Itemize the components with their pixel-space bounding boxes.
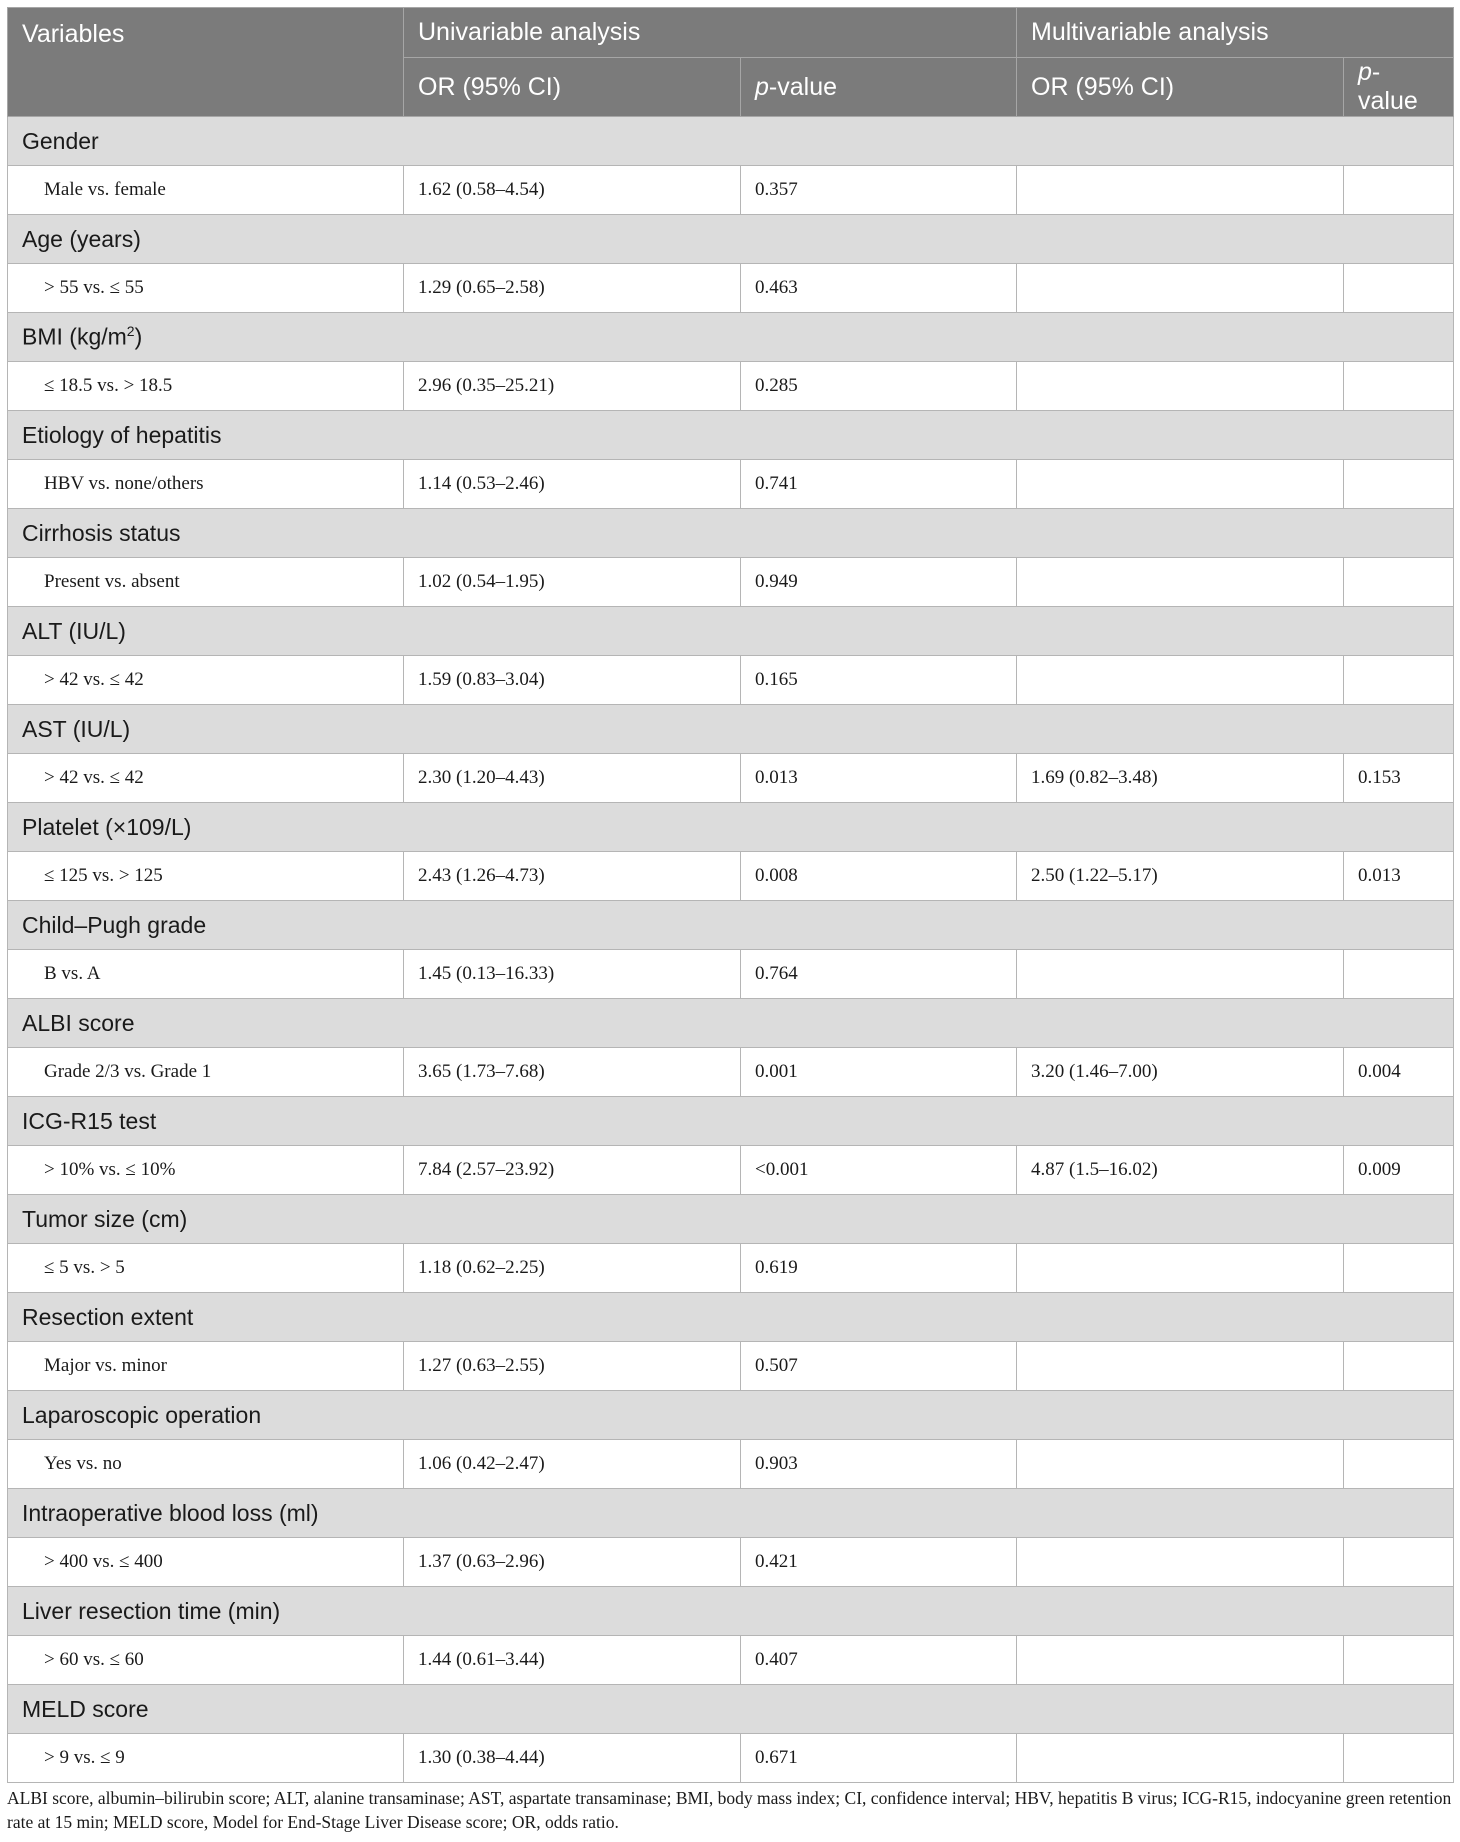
multi-or-cell xyxy=(1017,166,1344,215)
category-title-text: Laparoscopic operation xyxy=(22,1401,262,1428)
category-row xyxy=(8,1391,1454,1440)
uni-p-cell: 0.357 xyxy=(741,166,1017,215)
uni-p-cell: 0.741 xyxy=(741,460,1017,509)
comparison-cell: > 55 vs. ≤ 55 xyxy=(8,264,404,313)
comparison-cell: > 42 vs. ≤ 42 xyxy=(8,754,404,803)
uni-or-cell: 1.62 (0.58–4.54) xyxy=(404,166,741,215)
multi-p-cell xyxy=(1344,950,1454,999)
category-title xyxy=(8,1489,1454,1538)
multi-or-cell xyxy=(1017,558,1344,607)
header-multi-p xyxy=(1344,58,1454,117)
category-title xyxy=(8,215,1454,264)
uni-or-cell: 1.37 (0.63–2.96) xyxy=(404,1538,741,1587)
category-row xyxy=(8,1587,1454,1636)
uni-p-cell: 0.001 xyxy=(741,1048,1017,1097)
multi-p-cell xyxy=(1344,264,1454,313)
category-title-text: ICG-R15 test xyxy=(22,1107,157,1134)
category-title-text: Platelet (×109/L) xyxy=(22,813,192,840)
uni-or-cell: 1.45 (0.13–16.33) xyxy=(404,950,741,999)
comparison-cell: > 10% vs. ≤ 10% xyxy=(8,1146,404,1195)
category-title xyxy=(8,705,1454,754)
comparison-cell: Yes vs. no xyxy=(8,1440,404,1489)
uni-or-cell: 1.59 (0.83–3.04) xyxy=(404,656,741,705)
category-row xyxy=(8,803,1454,852)
category-row xyxy=(8,117,1454,166)
multi-or-cell xyxy=(1017,1244,1344,1293)
uni-or-cell: 1.30 (0.38–4.44) xyxy=(404,1734,741,1783)
table-body xyxy=(8,117,1454,1783)
table-row xyxy=(8,1244,1454,1293)
uni-p-cell: 0.619 xyxy=(741,1244,1017,1293)
category-title-text: Tumor size (cm) xyxy=(22,1205,188,1232)
header-uni-or: OR (95% CI) xyxy=(404,58,741,117)
p-italic: p xyxy=(755,72,769,101)
comparison-cell: Male vs. female xyxy=(8,166,404,215)
multi-or-cell: 4.87 (1.5–16.02) xyxy=(1017,1146,1344,1195)
comparison-cell: > 42 vs. ≤ 42 xyxy=(8,656,404,705)
table-row xyxy=(8,1440,1454,1489)
multi-p-cell xyxy=(1344,558,1454,607)
table-row xyxy=(8,166,1454,215)
header-uni-p xyxy=(741,58,1017,117)
multi-p-cell xyxy=(1344,1538,1454,1587)
category-title-end: ) xyxy=(134,323,143,350)
category-title xyxy=(8,1685,1454,1734)
multi-p-cell: 0.013 xyxy=(1344,852,1454,901)
category-title-text: Etiology of hepatitis xyxy=(22,421,222,448)
header-multivariable: Multivariable analysis xyxy=(1017,8,1454,58)
uni-p-cell: 0.421 xyxy=(741,1538,1017,1587)
uni-or-cell: 1.29 (0.65–2.58) xyxy=(404,264,741,313)
comparison-cell: Major vs. minor xyxy=(8,1342,404,1391)
multi-p-cell xyxy=(1344,1734,1454,1783)
table-footnote: ALBI score, albumin–bilirubin score; ALT, alanine transaminase; AST, aspartate transaminase; BMI, body mass index; CI, confidence interval; HBV, hepatitis B virus; ICG-R15, indocyanine green retention rate at 15 min; MELD score, Model for End-Stage Liver Disease score; OR, odds ratio. xyxy=(7,1788,1452,1832)
category-row xyxy=(8,1489,1454,1538)
category-title xyxy=(8,1391,1454,1440)
table-row xyxy=(8,362,1454,411)
uni-or-cell: 1.02 (0.54–1.95) xyxy=(404,558,741,607)
category-title-text: Gender xyxy=(22,127,99,154)
category-title-text: AST (IU/L) xyxy=(22,715,131,742)
category-title-text: Cirrhosis status xyxy=(22,519,181,546)
p-suffix: -value xyxy=(1358,58,1418,115)
table-row xyxy=(8,460,1454,509)
category-title xyxy=(8,1587,1454,1636)
uni-or-cell: 7.84 (2.57–23.92) xyxy=(404,1146,741,1195)
category-title-text: Liver resection time (min) xyxy=(22,1597,281,1624)
uni-p-cell: 0.407 xyxy=(741,1636,1017,1685)
table-row xyxy=(8,264,1454,313)
uni-p-cell: 0.013 xyxy=(741,754,1017,803)
uni-p-cell: 0.165 xyxy=(741,656,1017,705)
multi-p-cell xyxy=(1344,1244,1454,1293)
category-title xyxy=(8,509,1454,558)
uni-or-cell: 2.96 (0.35–25.21) xyxy=(404,362,741,411)
uni-p-cell: 0.949 xyxy=(741,558,1017,607)
multi-or-cell xyxy=(1017,1636,1344,1685)
multi-p-cell xyxy=(1344,460,1454,509)
category-title-text: ALT (IU/L) xyxy=(22,617,126,644)
table-row xyxy=(8,950,1454,999)
multi-or-cell: 1.69 (0.82–3.48) xyxy=(1017,754,1344,803)
table-row xyxy=(8,754,1454,803)
category-row xyxy=(8,313,1454,362)
table-container xyxy=(7,7,1453,1834)
header-variables: Variables xyxy=(8,8,404,117)
category-title xyxy=(8,999,1454,1048)
category-title-text: Age (years) xyxy=(22,225,141,252)
category-row xyxy=(8,1293,1454,1342)
uni-p-cell: 0.463 xyxy=(741,264,1017,313)
multi-or-cell xyxy=(1017,1734,1344,1783)
multi-or-cell xyxy=(1017,264,1344,313)
category-row xyxy=(8,901,1454,950)
table-row xyxy=(8,1636,1454,1685)
comparison-cell: > 9 vs. ≤ 9 xyxy=(8,1734,404,1783)
category-title-superscript: 2 xyxy=(126,323,135,340)
uni-or-cell: 1.27 (0.63–2.55) xyxy=(404,1342,741,1391)
category-row xyxy=(8,999,1454,1048)
category-row xyxy=(8,607,1454,656)
comparison-cell: Grade 2/3 vs. Grade 1 xyxy=(8,1048,404,1097)
multi-or-cell xyxy=(1017,950,1344,999)
category-title xyxy=(8,803,1454,852)
table-row xyxy=(8,558,1454,607)
uni-p-cell: 0.008 xyxy=(741,852,1017,901)
header-univariable: Univariable analysis xyxy=(404,8,1017,58)
multi-p-cell xyxy=(1344,1636,1454,1685)
multi-p-cell xyxy=(1344,362,1454,411)
category-title xyxy=(8,1293,1454,1342)
table-row xyxy=(8,1146,1454,1195)
category-row xyxy=(8,1097,1454,1146)
category-row xyxy=(8,411,1454,460)
multi-p-cell: 0.004 xyxy=(1344,1048,1454,1097)
multi-p-cell: 0.009 xyxy=(1344,1146,1454,1195)
uni-or-cell: 3.65 (1.73–7.68) xyxy=(404,1048,741,1097)
comparison-cell: ≤ 18.5 vs. > 18.5 xyxy=(8,362,404,411)
comparison-cell: Present vs. absent xyxy=(8,558,404,607)
table-row xyxy=(8,1342,1454,1391)
category-title-text: BMI (kg/m xyxy=(22,323,127,350)
category-title xyxy=(8,901,1454,950)
multi-p-cell xyxy=(1344,166,1454,215)
comparison-cell: B vs. A xyxy=(8,950,404,999)
multi-or-cell xyxy=(1017,362,1344,411)
multi-or-cell: 3.20 (1.46–7.00) xyxy=(1017,1048,1344,1097)
uni-p-cell: 0.903 xyxy=(741,1440,1017,1489)
category-title-text: Intraoperative blood loss (ml) xyxy=(22,1499,319,1526)
comparison-cell: > 60 vs. ≤ 60 xyxy=(8,1636,404,1685)
comparison-cell: ≤ 125 vs. > 125 xyxy=(8,852,404,901)
category-row xyxy=(8,215,1454,264)
multi-or-cell xyxy=(1017,1440,1344,1489)
table-header xyxy=(8,8,1454,117)
uni-p-cell: <0.001 xyxy=(741,1146,1017,1195)
category-title xyxy=(8,1097,1454,1146)
table-row xyxy=(8,852,1454,901)
category-title xyxy=(8,411,1454,460)
uni-p-cell: 0.671 xyxy=(741,1734,1017,1783)
category-title xyxy=(8,1195,1454,1244)
uni-or-cell: 1.18 (0.62–2.25) xyxy=(404,1244,741,1293)
multi-p-cell xyxy=(1344,1342,1454,1391)
comparison-cell: ≤ 5 vs. > 5 xyxy=(8,1244,404,1293)
table-row xyxy=(8,1538,1454,1587)
p-italic: p xyxy=(1358,58,1372,86)
category-title xyxy=(8,313,1454,362)
multi-p-cell xyxy=(1344,1440,1454,1489)
category-title xyxy=(8,117,1454,166)
category-row xyxy=(8,509,1454,558)
multi-or-cell xyxy=(1017,656,1344,705)
uni-p-cell: 0.764 xyxy=(741,950,1017,999)
table-row xyxy=(8,1048,1454,1097)
p-suffix: -value xyxy=(768,72,837,101)
uni-p-cell: 0.507 xyxy=(741,1342,1017,1391)
uni-or-cell: 1.14 (0.53–2.46) xyxy=(404,460,741,509)
category-title-text: Resection extent xyxy=(22,1303,194,1330)
uni-or-cell: 1.44 (0.61–3.44) xyxy=(404,1636,741,1685)
category-row xyxy=(8,1685,1454,1734)
uni-p-cell: 0.285 xyxy=(741,362,1017,411)
multi-or-cell xyxy=(1017,1342,1344,1391)
multi-p-cell: 0.153 xyxy=(1344,754,1454,803)
comparison-cell: HBV vs. none/others xyxy=(8,460,404,509)
regression-table xyxy=(7,7,1454,1783)
category-title-text: Child–Pugh grade xyxy=(22,911,207,938)
multi-or-cell xyxy=(1017,460,1344,509)
comparison-cell: > 400 vs. ≤ 400 xyxy=(8,1538,404,1587)
table-row xyxy=(8,656,1454,705)
header-multi-or: OR (95% CI) xyxy=(1017,58,1344,117)
table-row xyxy=(8,1734,1454,1783)
uni-or-cell: 2.30 (1.20–4.43) xyxy=(404,754,741,803)
category-title xyxy=(8,607,1454,656)
category-row xyxy=(8,1195,1454,1244)
category-row xyxy=(8,705,1454,754)
multi-or-cell xyxy=(1017,1538,1344,1587)
multi-p-cell xyxy=(1344,656,1454,705)
uni-or-cell: 2.43 (1.26–4.73) xyxy=(404,852,741,901)
category-title-text: ALBI score xyxy=(22,1009,135,1036)
multi-or-cell: 2.50 (1.22–5.17) xyxy=(1017,852,1344,901)
category-title-text: MELD score xyxy=(22,1695,149,1722)
uni-or-cell: 1.06 (0.42–2.47) xyxy=(404,1440,741,1489)
